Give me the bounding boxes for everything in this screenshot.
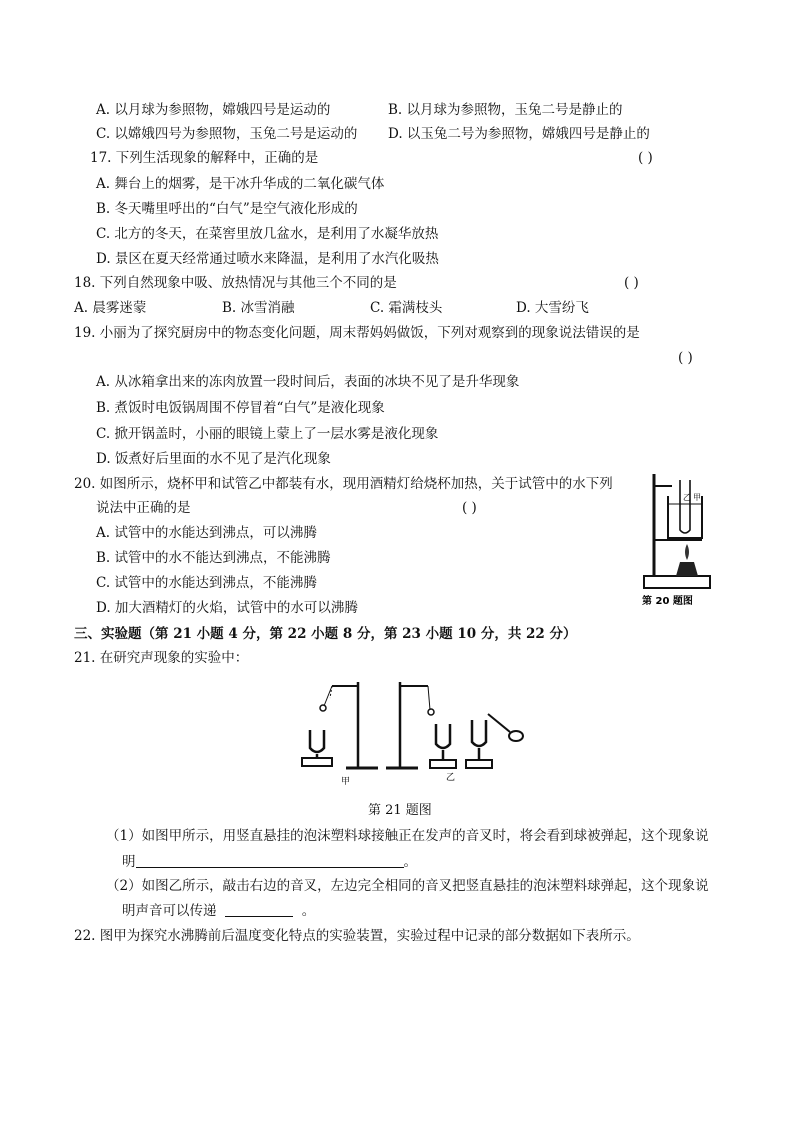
fork-base-jia [302,758,332,766]
stand-base [644,576,710,588]
q21-part2-blank[interactable] [225,902,293,917]
q18-answer-paren: ( ) [624,275,639,291]
q19-option-a: A. 从冰箱拿出来的冻肉放置一段时间后，表面的冰块不见了是升华现象 [96,374,520,390]
q17-option-d: D. 景区在夏天经常通过喷水来降温，是利用了水汽化吸热 [96,251,439,267]
alcohol-lamp [676,562,698,576]
q20-option-d: D. 加大酒精灯的火焰，试管中的水可以沸腾 [96,600,358,616]
tuning-fork-yi-right [472,720,486,746]
fork-base-yi-left [430,760,456,768]
q18-stem: 18. 下列自然现象中吸、放热情况与其他三个不同的是 [74,275,397,291]
label-yi: 乙 [683,493,691,502]
q19-answer-paren: ( ) [678,350,693,366]
q17-stem: 17. 下列生活现象的解释中，正确的是 [90,150,319,166]
rubber-hammer [488,714,510,732]
foam-ball-jia [320,705,326,711]
q20-answer-paren: ( ) [462,500,477,516]
q21-part1-line2: 明 。 [122,854,417,870]
q19-option-b: B. 煮饭时电饭锅周围不停冒着“白气”是液化现象 [96,400,385,416]
tuning-fork-yi-left [436,724,450,748]
foam-ball-yi [428,709,434,715]
label-jia: 甲 [693,493,701,502]
q18-option-c: C. 霜满枝头 [370,300,443,316]
q21-part1-line1: （1）如图甲所示，用竖直悬挂的泡沫塑料球接触正在发声的音叉时，将会看到球被弹起，这个现象说 [106,828,709,844]
q20-figure [640,470,718,610]
q18-option-a: A. 晨雾迷蒙 [74,300,147,316]
q20-stem-line2: 说法中正确的是 [96,500,191,516]
q21-part1-blank[interactable] [136,853,404,868]
q21-figure [296,676,528,788]
q21-part2-line2: 明声音可以传递 。 [122,903,316,919]
q20-option-b: B. 试管中的水不能达到沸点，不能沸腾 [96,550,331,566]
q20-option-a: A. 试管中的水能达到沸点，可以沸腾 [96,525,317,541]
q17-option-c: C. 北方的冬天，在菜窖里放几盆水，是利用了水凝华放热 [96,226,439,242]
q19-option-d: D. 饭煮好后里面的水不见了是汽化现象 [96,451,331,467]
q20-figure-caption: 第 20 题图 [642,596,693,607]
q16-option-c: C. 以嫦娥四号为参照物，玉兔二号是运动的 [96,126,358,142]
q17-answer-paren: ( ) [638,150,653,166]
section3-heading: 三、实验题（第 21 小题 4 分，第 22 小题 8 分，第 23 小题 10 分，共 22 分） [74,626,577,642]
q19-option-c: C. 掀开锅盖时，小丽的眼镜上蒙上了一层水雾是液化现象 [96,426,439,442]
q22-stem: 22. 图甲为探究水沸腾前后温度变化特点的实验装置，实验过程中记录的部分数据如下表所示。 [74,928,640,944]
tuning-fork-jia [310,730,324,752]
q21-figure-caption: 第 21 题图 [368,803,432,818]
q20-stem-line1: 20. 如图所示，烧杯甲和试管乙中都装有水，现用酒精灯给烧杯加热，关于试管中的水下列 [74,476,613,492]
q17-option-a: A. 舞台上的烟雾，是干冰升华成的二氧化碳气体 [96,176,385,192]
q16-option-a: A. 以月球为参照物，嫦娥四号是运动的 [96,102,331,118]
q19-stem: 19. 小丽为了探究厨房中的物态变化问题，周末帮妈妈做饭，下列对观察到的现象说法错误的是 [74,325,640,341]
flame [685,544,689,560]
q20-option-c: C. 试管中的水能达到沸点，不能沸腾 [96,575,317,591]
q21-stem: 21. 在研究声现象的实验中： [74,650,249,666]
fork-base-yi-right [466,760,492,768]
label-jia-21: 甲 [341,777,351,787]
q16-option-d: D. 以玉兔二号为参照物，嫦娥四号是静止的 [388,126,650,142]
label-yi-21: 乙 [446,773,456,783]
beaker-jia [668,496,702,538]
q18-option-d: D. 大雪纷飞 [516,300,589,316]
q16-option-b: B. 以月球为参照物，玉兔二号是静止的 [388,102,623,118]
q17-option-b: B. 冬天嘴里呼出的“白气”是空气液化形成的 [96,201,358,217]
q21-part2-line1: （2）如图乙所示，敲击右边的音叉，左边完全相同的音叉把竖直悬挂的泡沫塑料球弹起，这个现象说 [106,878,709,894]
hand-icon [509,731,523,741]
test-tube-yi [680,480,690,533]
q18-option-b: B. 冰雪消融 [222,300,295,316]
